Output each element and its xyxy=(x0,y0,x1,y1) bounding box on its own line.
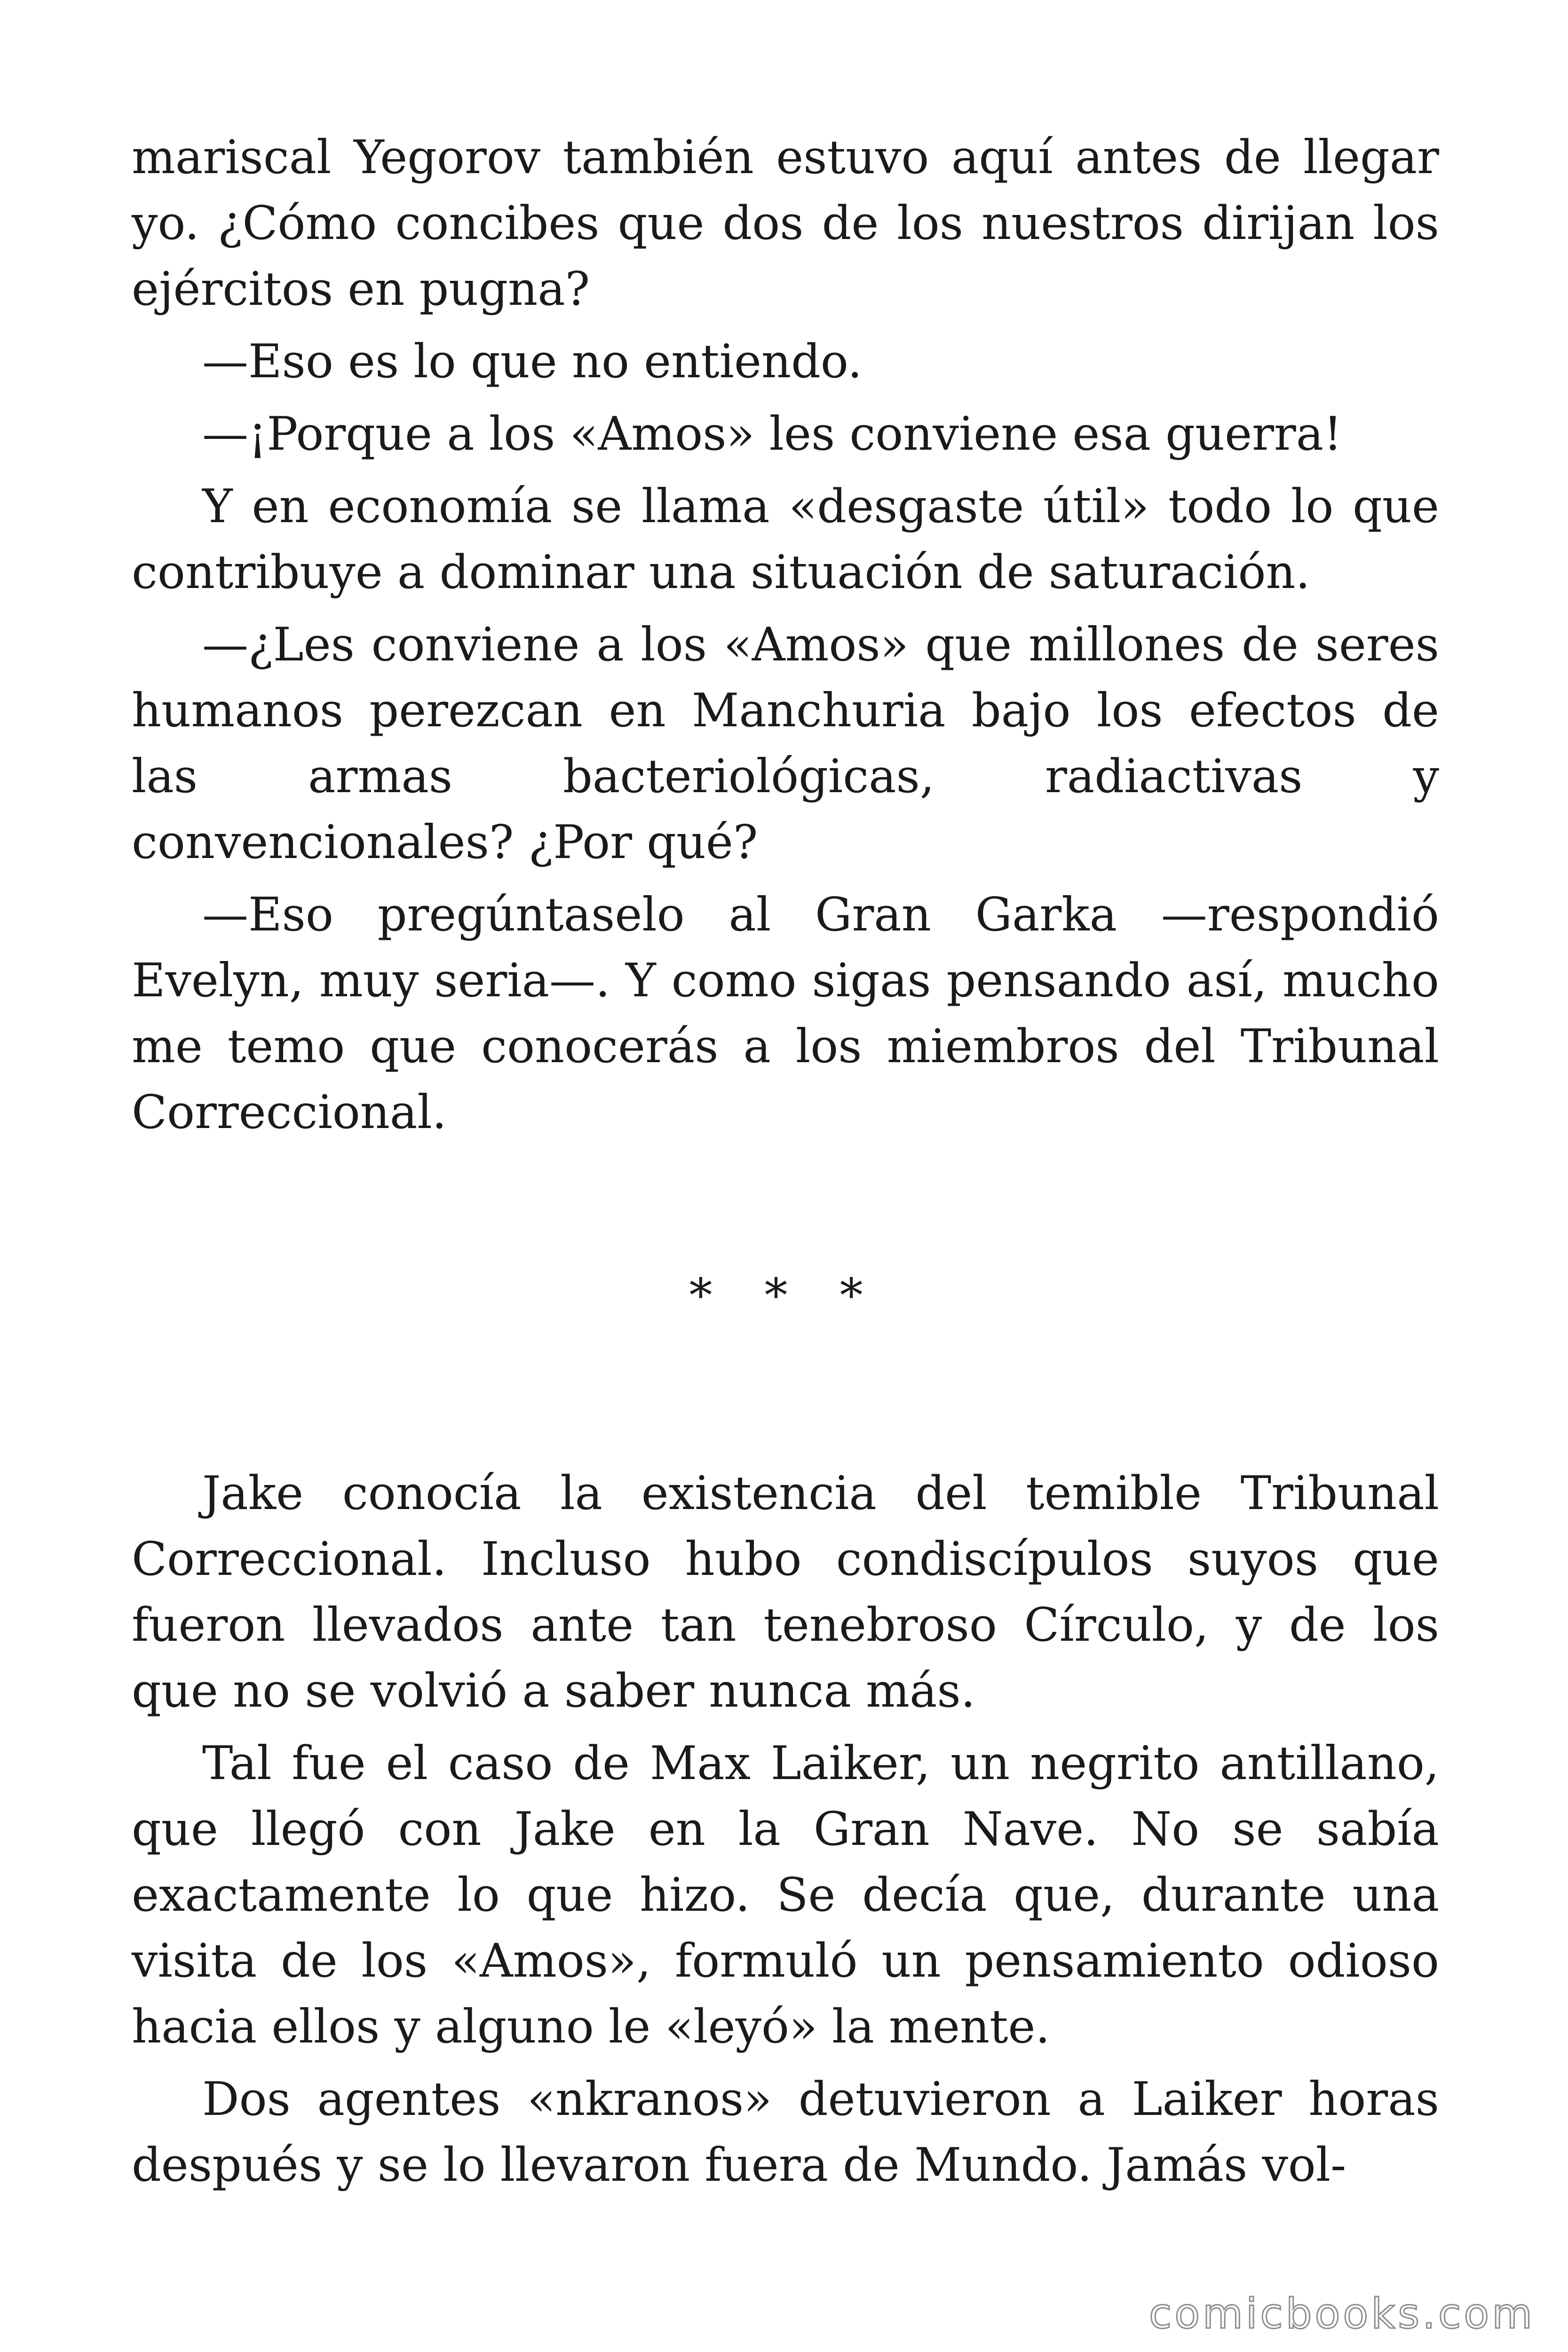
watermark-logo: comicbooks.com xyxy=(1148,2289,1535,2338)
paragraph-dialogue: —Eso es lo que no entiendo. xyxy=(202,335,863,389)
paragraph-dialogue: —¿Les conviene a los «Amos» que millones de seres humanos perezcan en Manchuria bajo los efectos de las armas bacteriológicas, radiactivas y convencionales? ¿Por qué? xyxy=(132,618,1439,869)
page-body xyxy=(132,125,1439,2198)
paragraph-narration: Jake conocía la existencia del temible Tribunal Correccional. Incluso hubo condiscípulos suyos que fueron llevados ante tan tenebroso Círculo, y de los que no se volvió a saber nunca más. xyxy=(132,1467,1439,1718)
paragraph-dialogue: —Eso pregúntaselo al Gran Garka —respondió Evelyn, muy seria—. Y como sigas pensando así, mucho me temo que conocerás a los miembros del Tribunal Correccional. xyxy=(132,888,1439,1139)
paragraph-dialogue: —¡Porque a los «Amos» les conviene esa guerra! xyxy=(202,407,1342,461)
paragraph-narration: Y en economía se llama «desgaste útil» todo lo que contribuye a dominar una situación de saturación. xyxy=(132,480,1439,599)
paragraph-narration: Dos agentes «nkranos» detuvieron a Laiker horas después y se lo llevaron fuera de Mundo. Jamás vol- xyxy=(132,2073,1439,2192)
section-separator: * * * xyxy=(689,1269,882,1323)
paragraph-continuation: mariscal Yegorov también estuvo aquí antes de llegar yo. ¿Cómo concibes que dos de los nuestros dirijan los ejércitos en pugna? xyxy=(132,131,1439,316)
paragraph-narration: Tal fue el caso de Max Laiker, un negrito antillano, que llegó con Jake en la Gran Nave. No se sabía exactamente lo que hizo. Se decía que, durante una visita de los «Amos», formuló un pensamiento odioso hacia ellos y alguno le «leyó» la mente. xyxy=(132,1737,1439,2054)
